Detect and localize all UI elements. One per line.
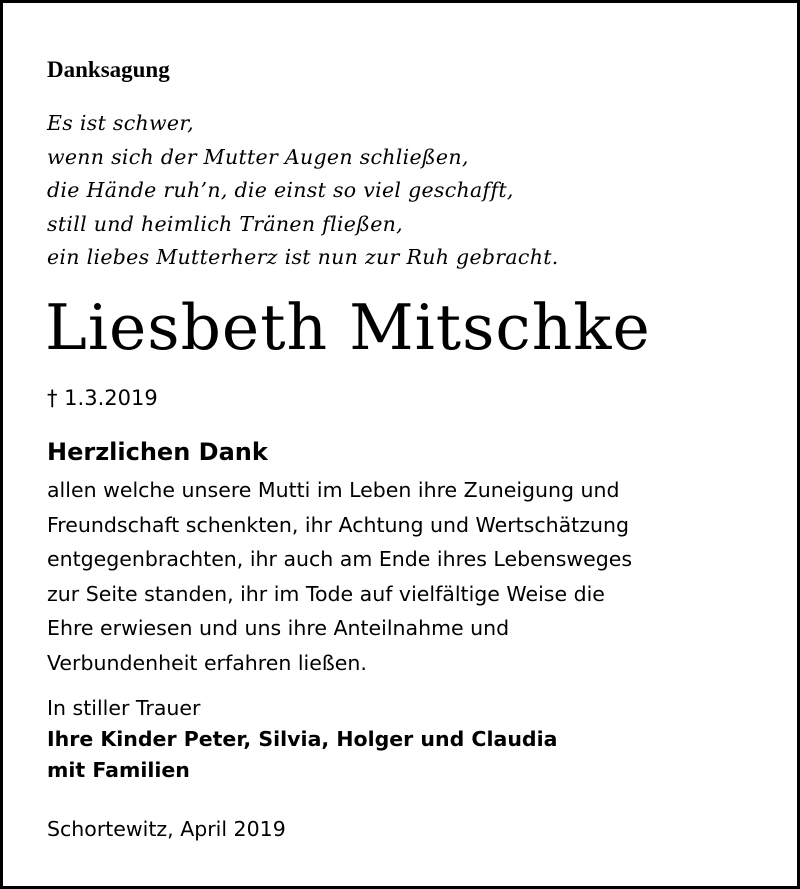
poem <box>47 107 559 275</box>
poem-line: ein liebes Mutterherz ist nun zur Ruh gebracht. <box>47 245 559 269</box>
death-date: † 1.3.2019 <box>47 386 158 410</box>
notice-heading: Danksagung <box>47 57 170 82</box>
deceased-name: Liesbeth Mitschke <box>45 291 651 364</box>
poem-line: wenn sich der Mutter Augen schließen, <box>47 144 469 169</box>
thanks-body <box>47 473 632 680</box>
poem-line: still und heimlich Tränen fließen, <box>47 211 403 236</box>
thanks-line: zur Seite standen, ihr im Tode auf vielfältige Weise die <box>47 581 605 606</box>
mourning-block <box>47 693 557 786</box>
thanks-line: allen welche unsere Mutti im Leben ihre Zuneigung und <box>47 478 620 502</box>
poem-line: die Hände ruh’n, die einst so viel geschafft, <box>47 178 514 202</box>
mourners-line: Ihre Kinder Peter, Silvia, Holger und Claudia <box>47 727 558 751</box>
place-date: Schortewitz, April 2019 <box>47 817 286 841</box>
poem-line: Es ist schwer, <box>47 111 194 135</box>
mourning-intro: In stiller Trauer <box>47 696 201 720</box>
thanks-line: Verbundenheit erfahren ließen. <box>47 650 367 675</box>
thanks-line: entgegenbrachten, ihr auch am Ende ihres Lebensweges <box>47 547 633 571</box>
thanks-line: Freundschaft schenkten, ihr Achtung und Wertschätzung <box>47 512 629 537</box>
mourners-line: mit Familien <box>47 758 190 782</box>
thanks-title: Herzlichen Dank <box>47 438 268 466</box>
thanks-line: Ehre erwiesen und uns ihre Anteilnahme und <box>47 616 510 640</box>
